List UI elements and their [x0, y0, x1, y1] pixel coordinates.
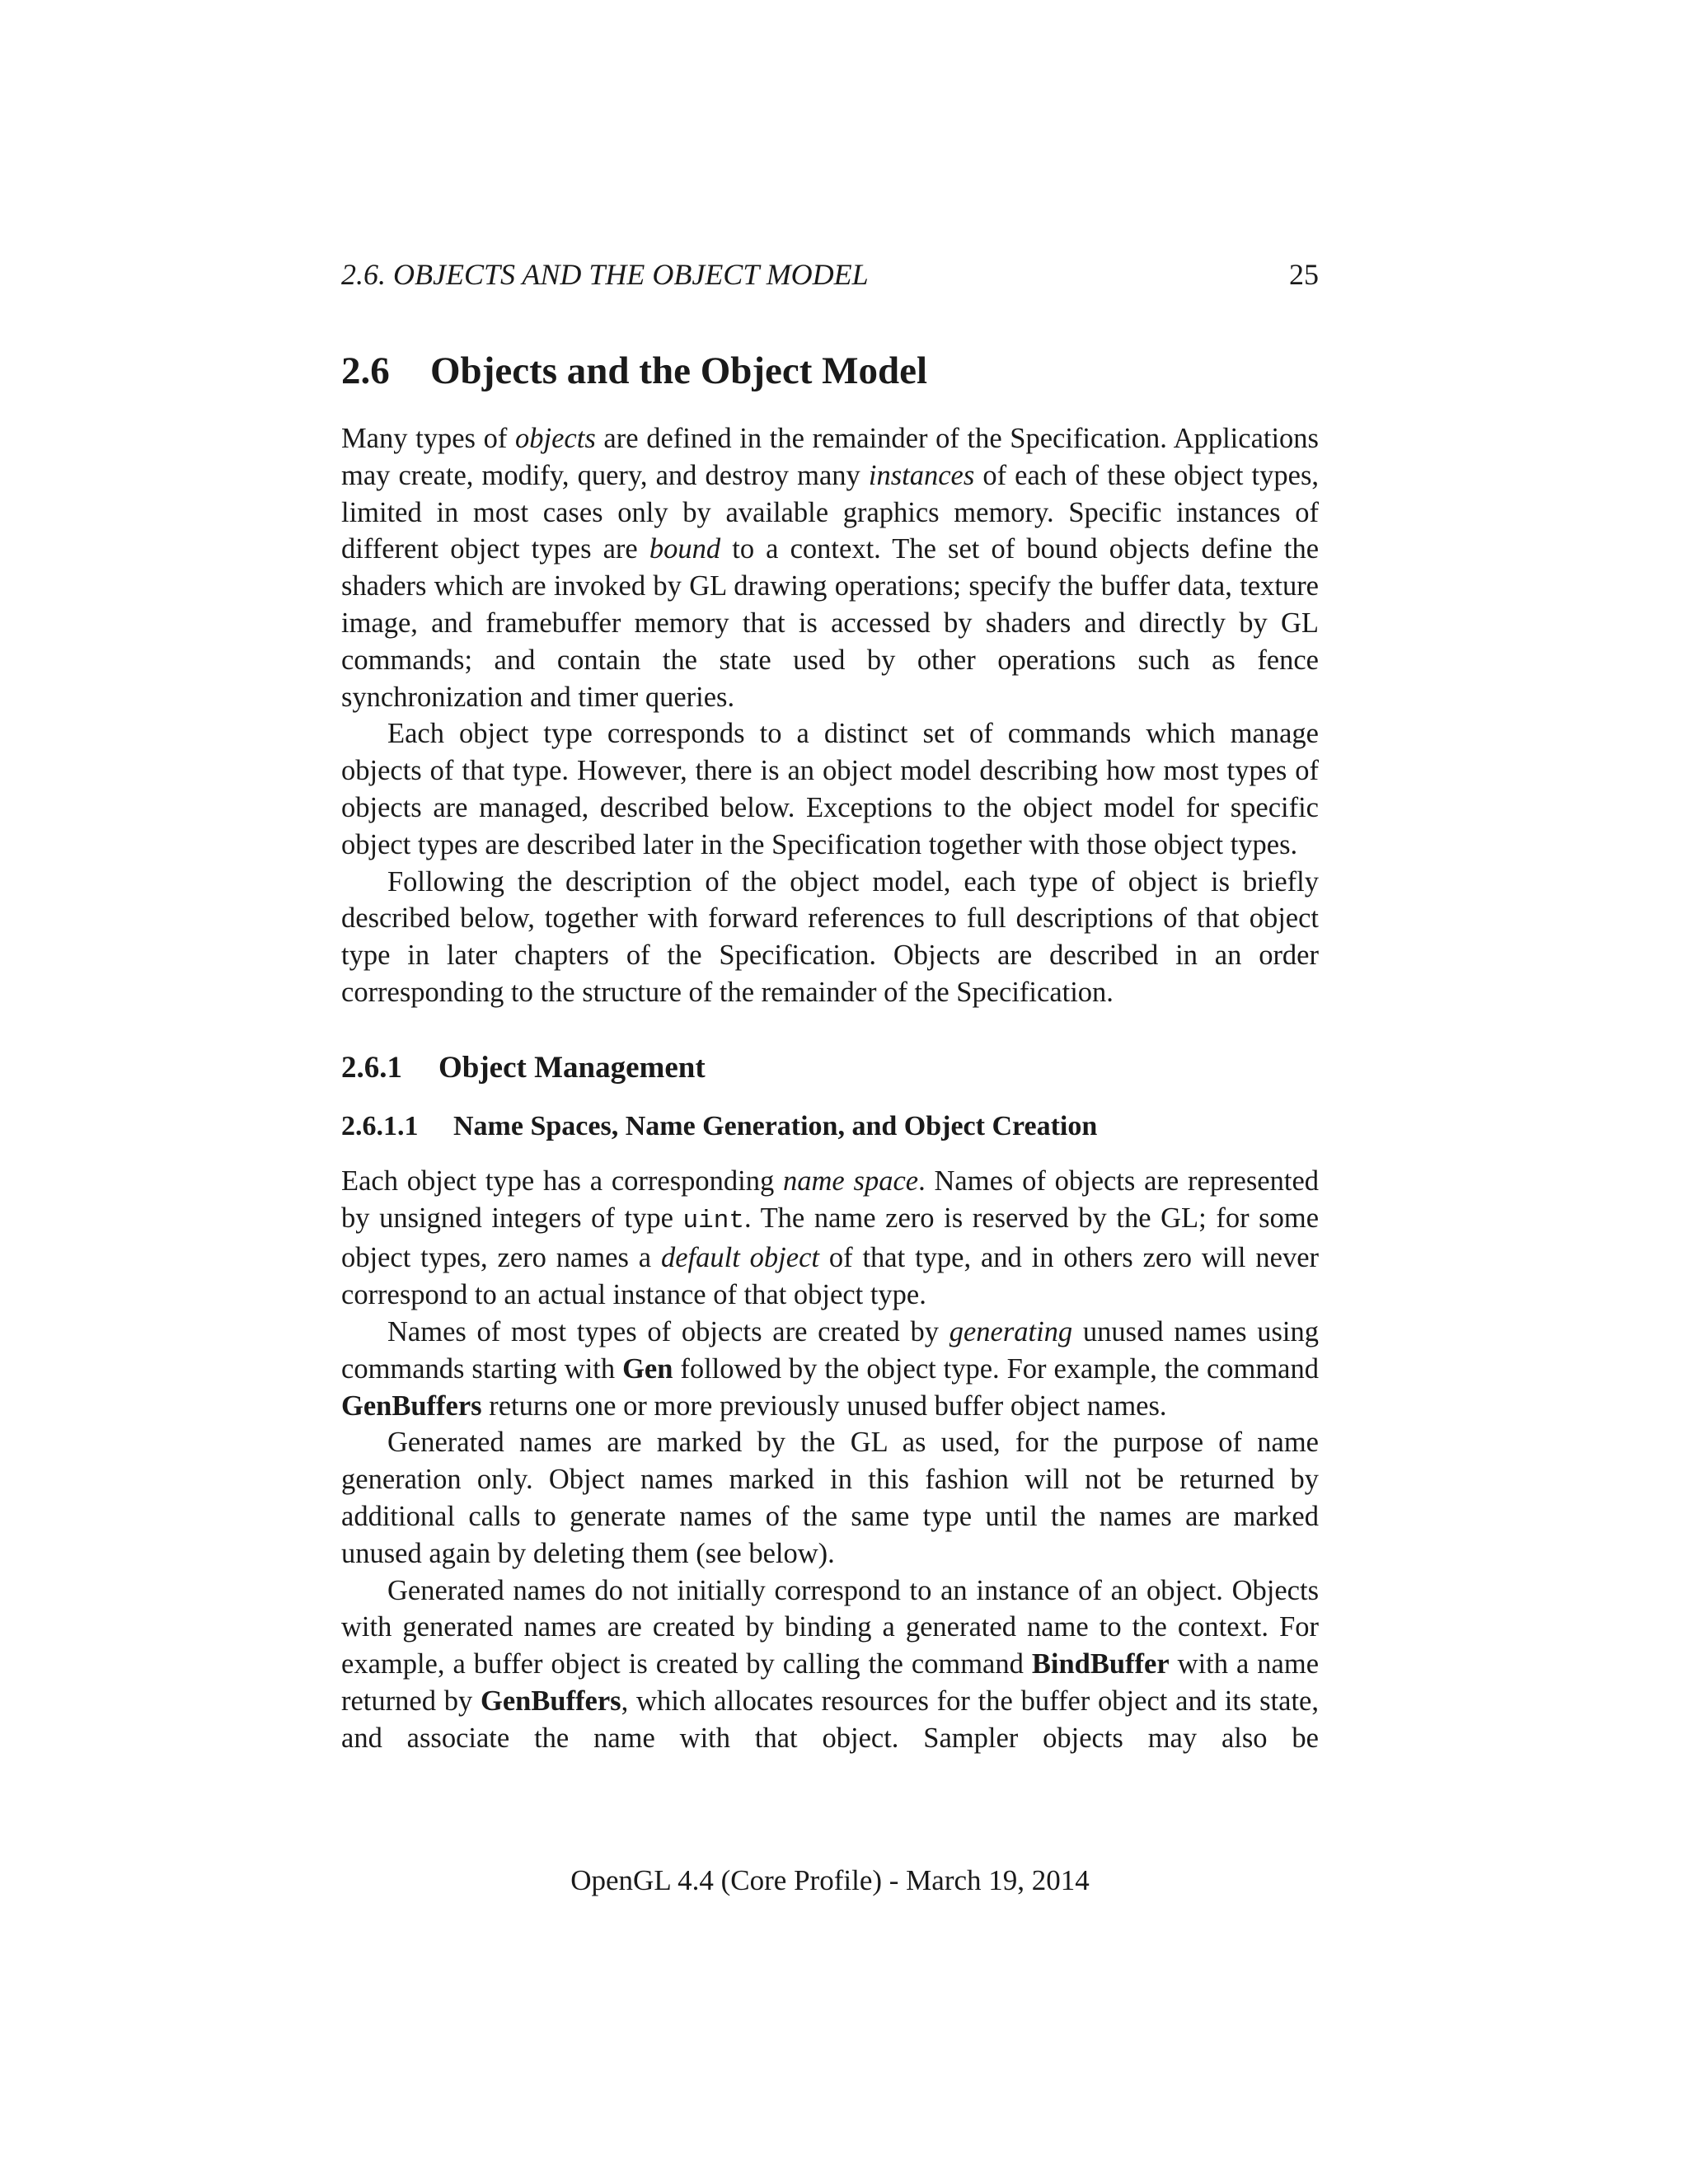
paragraph-intro: [341, 420, 1319, 715]
term-instances: instances: [868, 459, 975, 491]
section-heading: [341, 344, 1319, 397]
paragraph-object-creation: [341, 1572, 1319, 1757]
running-title: 2.6. OBJECTS AND THE OBJECT MODEL: [341, 258, 869, 291]
paragraph-object-model: Each object type corresponds to a distinct set of commands which manage objects of that type. However, there is an object model describing how most types of objects are managed, described below. Exceptions to the object model for specific object types are described later in the Specification together with those object types.: [341, 718, 1319, 860]
code-uint: uint: [682, 1206, 744, 1235]
subsubsection-number: 2.6.1.1: [341, 1110, 419, 1141]
page-body: [341, 344, 1319, 1757]
term-name-space: name space: [783, 1165, 919, 1197]
command-bindbuffer: BindBuffer: [1031, 1648, 1170, 1680]
term-objects: objects: [515, 423, 596, 454]
subsection-heading: [341, 1047, 1319, 1089]
page-number: 25: [1289, 258, 1319, 291]
subsubsection-title: Name Spaces, Name Generation, and Object Creation: [453, 1110, 1098, 1141]
section-number: 2.6: [341, 349, 390, 392]
text-run: with a name returned by: [341, 1648, 1320, 1717]
text-run: of each of these object types, limited in most cases only by available graphics memory. Specific instances of different object types are: [341, 459, 1319, 565]
command-genbuffers: GenBuffers: [341, 1390, 482, 1422]
paragraph-generated-names-used: Generated names are marked by the GL as used, for the purpose of name generation only. Object names marked in this fashion will not be returned by additional calls to generate names of the same type until the names are marked unused again by deleting them (see below).: [341, 1427, 1319, 1569]
term-generating: generating: [949, 1315, 1073, 1347]
text-run: Generated names do not initially correspond to an instance of an object. Objects with generated names are created by binding a generated name to the context. For example, a buffer object is created by calling the command: [341, 1574, 1319, 1680]
term-default-object: default object: [660, 1242, 819, 1274]
text-run: to a context. The set of bound objects define the shaders which are invoked by GL drawing operations; specify the buffer data, texture image, and framebuffer memory that is accessed by shaders and directly by GL commands; and contain the state used by other operations such as fence synchronization and timer queries.: [341, 533, 1320, 713]
paragraph-object-descriptions: Following the description of the object model, each type of object is briefly described below, together with forward references to full descriptions of that object type in later chapters of the Specification. Objects are described in an order corresponding to the structure of the remainder of the Specification.: [341, 865, 1319, 1008]
text-run: unused names using commands starting with: [341, 1315, 1319, 1385]
page-footer: OpenGL 4.4 (Core Profile) - March 19, 2014: [570, 1864, 1090, 1896]
term-bound: bound: [649, 533, 721, 565]
text-run: Each object type has a corresponding: [341, 1165, 784, 1197]
section-title: Objects and the Object Model: [430, 349, 928, 392]
subsubsection-heading: [341, 1107, 1319, 1146]
text-run: , which allocates resources for the buffer object and its state, and associate the name with that object. Sampler objects may also be: [341, 1685, 1319, 1754]
command-genbuffers: GenBuffers: [481, 1685, 621, 1717]
text-run: of that type, and in others zero will never correspond to an actual instance of that object type.: [341, 1242, 1319, 1311]
text-run: . Names of objects are represented by unsigned integers of type: [341, 1165, 1320, 1234]
command-gen: Gen: [622, 1352, 673, 1385]
text-run: are defined in the remainder of the Specification. Applications may create, modify, query, and destroy many: [341, 423, 1319, 491]
text-run: returns one or more previously unused buffer object names.: [481, 1390, 1167, 1422]
subsection-title: Object Management: [438, 1050, 706, 1085]
paragraph-name-space: [341, 1163, 1319, 1314]
subsection-number: 2.6.1: [341, 1050, 402, 1085]
text-run: . The name zero is reserved by the GL; for some object types, zero names a: [341, 1202, 1320, 1274]
text-run: Names of most types of objects are created by: [387, 1315, 950, 1347]
text-run: followed by the object type. For example, the command: [673, 1352, 1319, 1385]
text-run: Many types of: [341, 423, 516, 454]
paragraph-name-generation: [341, 1314, 1319, 1424]
running-header: [341, 257, 1319, 300]
